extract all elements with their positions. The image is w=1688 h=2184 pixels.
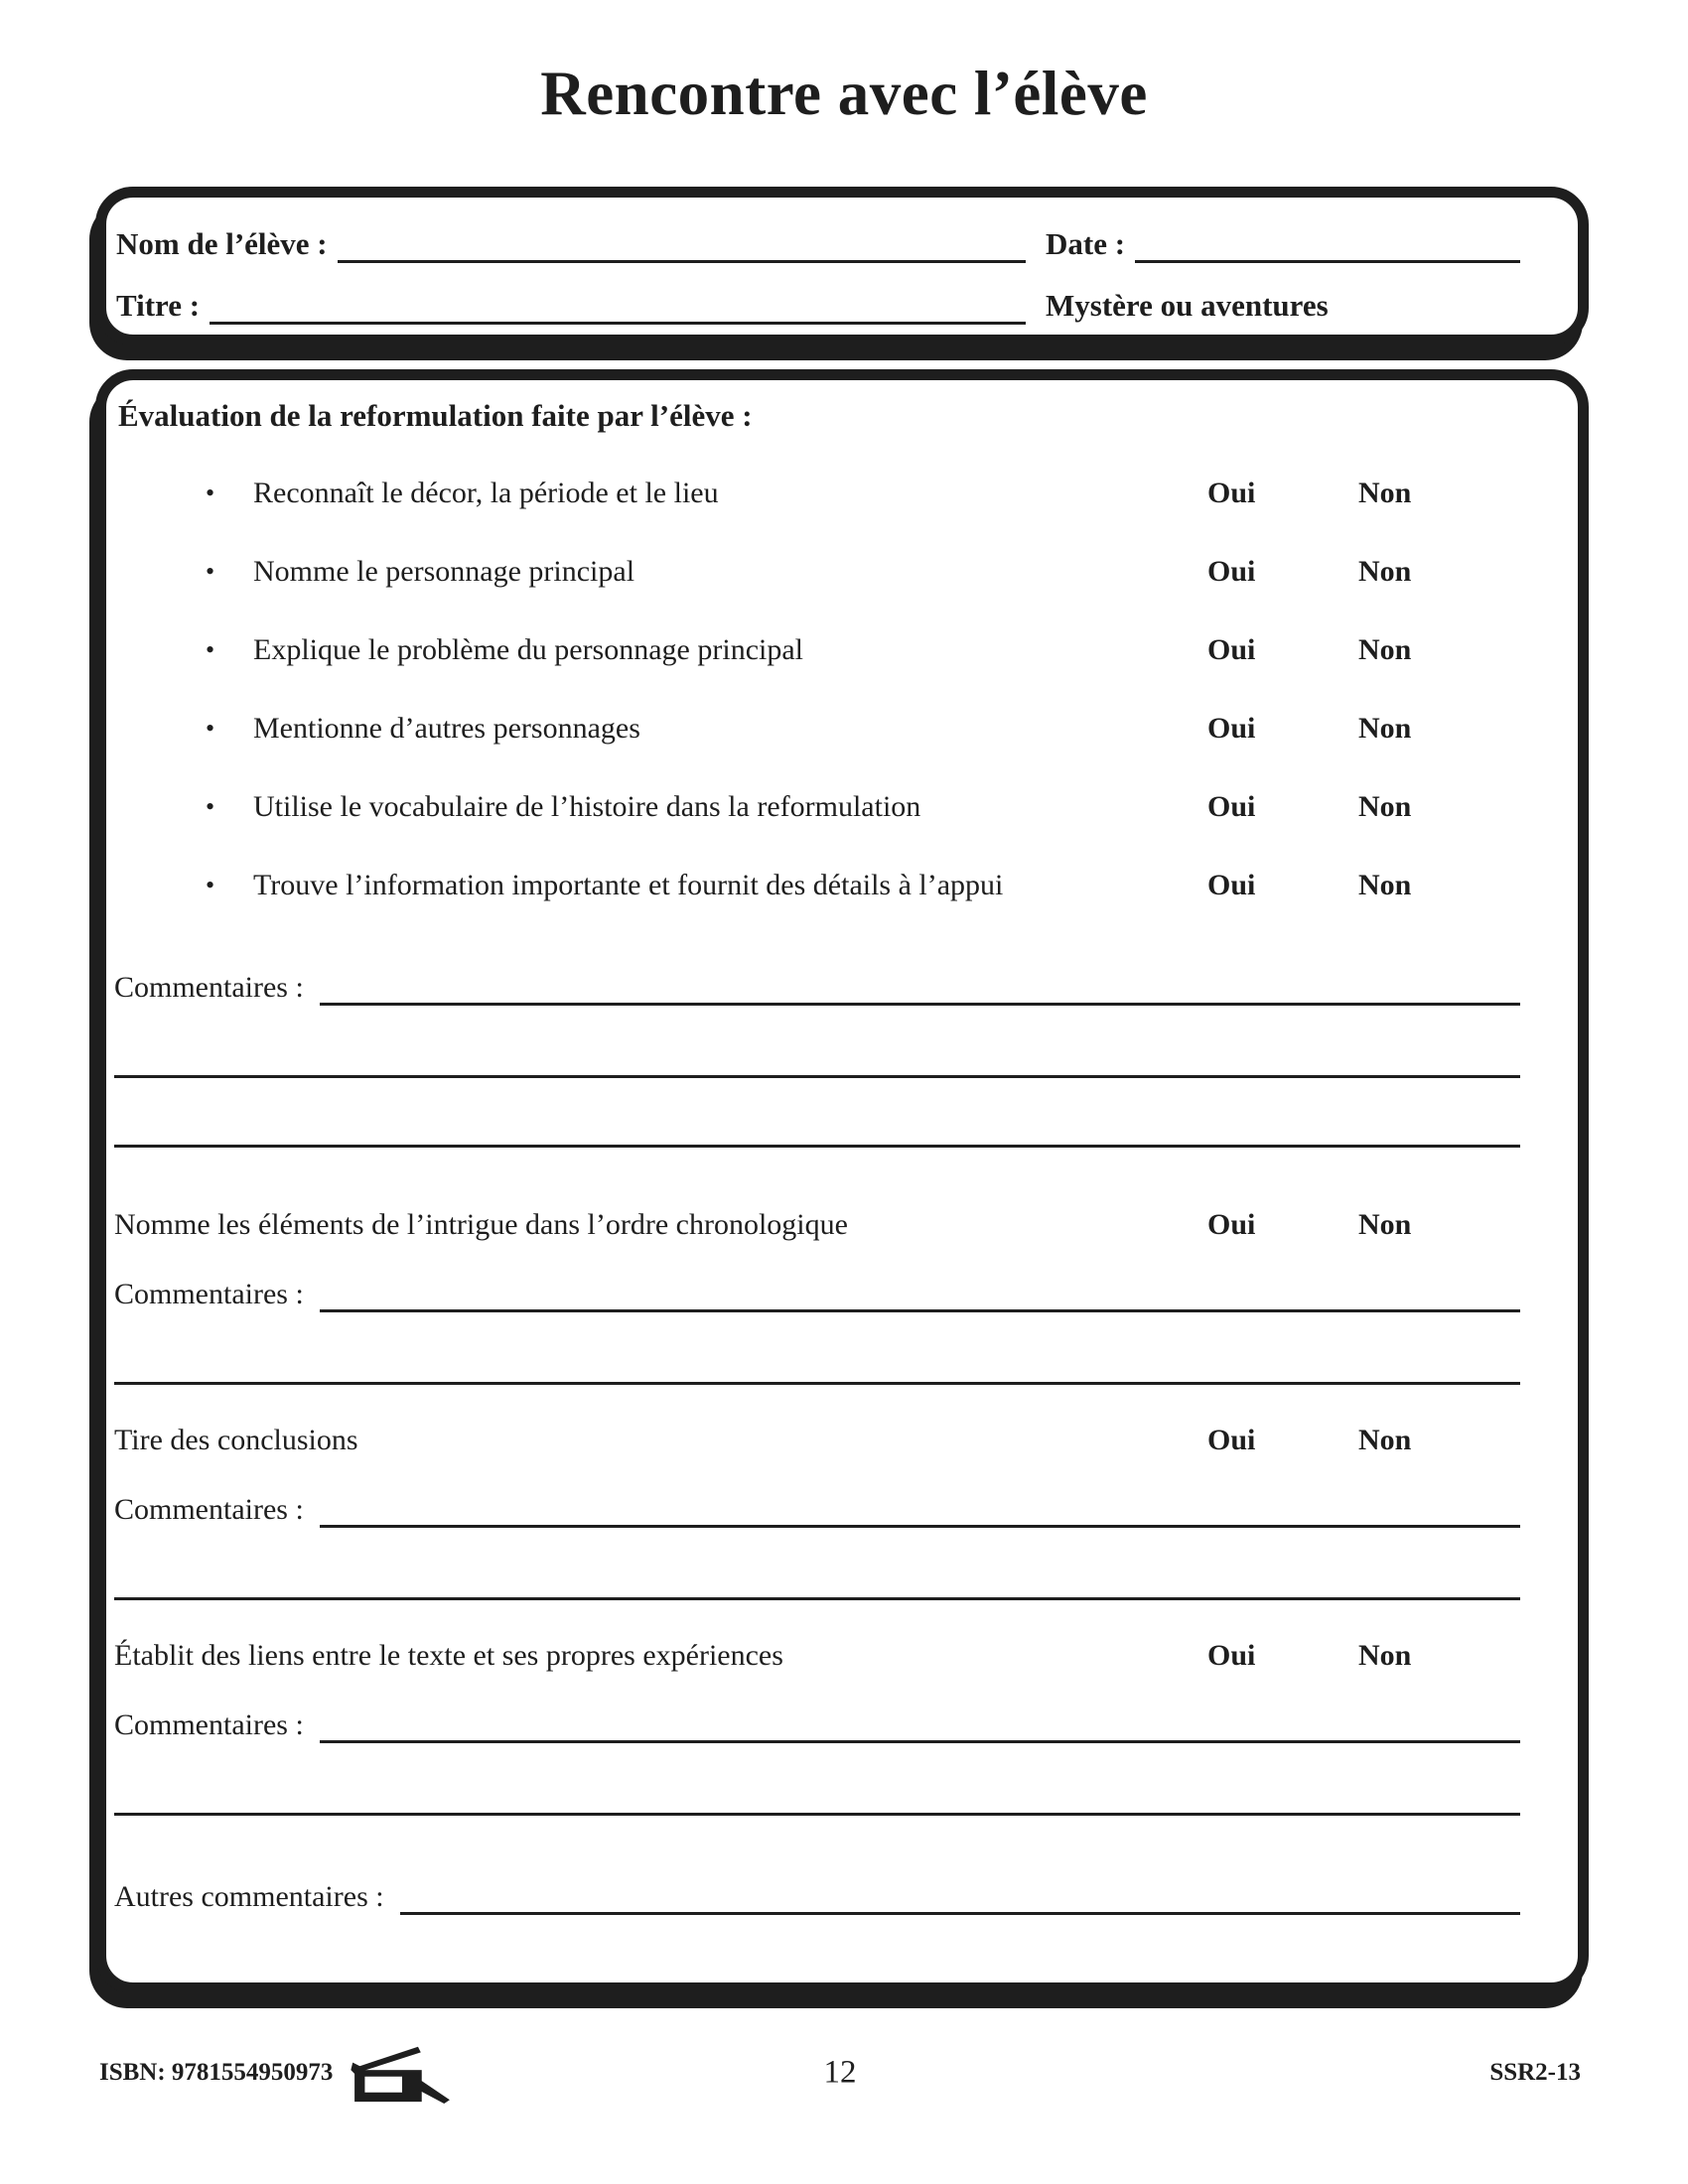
yes-option[interactable]: Oui <box>1207 477 1256 509</box>
other-comments-label: Autres commentaires : <box>114 1880 384 1913</box>
comments-field[interactable] <box>320 972 1520 1006</box>
evaluation-heading: Évaluation de la reformulation faite par l’élève : <box>118 398 753 433</box>
question-row <box>114 1419 1520 1462</box>
question-text: Établit des liens entre le texte et ses propres expériences <box>114 1639 783 1672</box>
comments-field[interactable] <box>320 1494 1520 1528</box>
yes-option[interactable]: Oui <box>1207 1208 1256 1241</box>
yes-option[interactable]: Oui <box>1207 1424 1256 1456</box>
no-option[interactable]: Non <box>1358 477 1412 509</box>
genre-label: Mystère ou aventures <box>1046 288 1329 323</box>
title-genre-row <box>116 287 1520 325</box>
student-name-field[interactable] <box>338 229 1026 263</box>
date-label: Date : <box>1046 226 1126 261</box>
yes-option[interactable]: Oui <box>1207 633 1256 666</box>
bullet-icon: • <box>206 792 215 821</box>
page-number: 12 <box>823 2054 857 2091</box>
comments-row <box>114 1492 1520 1528</box>
name-date-row <box>116 225 1520 263</box>
comments-field[interactable] <box>320 1279 1520 1312</box>
comments-field-line[interactable] <box>114 1075 1520 1078</box>
date-field[interactable] <box>1135 229 1520 263</box>
question-row <box>114 1634 1520 1678</box>
no-option[interactable]: Non <box>1358 790 1412 823</box>
no-option[interactable]: Non <box>1358 869 1412 901</box>
other-comments-field-line[interactable] <box>114 1984 1520 1987</box>
criteria-text: Explique le problème du personnage principal <box>253 633 803 666</box>
comments-field-line[interactable] <box>114 1382 1520 1385</box>
comments-field-line[interactable] <box>114 1597 1520 1600</box>
no-option[interactable]: Non <box>1358 555 1412 588</box>
no-option[interactable]: Non <box>1358 633 1412 666</box>
criteria-text: Mentionne d’autres personnages <box>253 712 640 745</box>
yes-option[interactable]: Oui <box>1207 712 1256 745</box>
page-title: Rencontre avec l’élève <box>540 59 1148 128</box>
date-group <box>1046 225 1520 263</box>
other-comments-row <box>114 1879 1520 1915</box>
criteria-row <box>114 697 1520 775</box>
question-row <box>114 1203 1520 1247</box>
comments-label: Commentaires : <box>114 1493 304 1526</box>
student-name-label: Nom de l’élève : <box>116 226 328 261</box>
no-option[interactable]: Non <box>1358 712 1412 745</box>
comments-field-line[interactable] <box>114 1145 1520 1148</box>
comments-label: Commentaires : <box>114 971 304 1004</box>
criteria-row <box>114 540 1520 618</box>
isbn-text: ISBN: 9781554950973 <box>99 2059 334 2086</box>
bullet-icon: • <box>206 557 215 586</box>
bullet-icon: • <box>206 871 215 899</box>
question-text: Tire des conclusions <box>114 1424 358 1456</box>
bullet-icon: • <box>206 714 215 743</box>
comments-label: Commentaires : <box>114 1278 304 1310</box>
no-option[interactable]: Non <box>1358 1639 1412 1672</box>
yes-option[interactable]: Oui <box>1207 555 1256 588</box>
photocopier-icon <box>351 2042 454 2104</box>
yes-option[interactable]: Oui <box>1207 1639 1256 1672</box>
yes-option[interactable]: Oui <box>1207 790 1256 823</box>
genre-group <box>1046 287 1520 325</box>
criteria-text: Trouve l’information importante et fournit des détails à l’appui <box>253 869 1004 901</box>
criteria-row <box>114 775 1520 854</box>
bullet-icon: • <box>206 478 215 507</box>
criteria-list <box>114 462 1520 932</box>
book-title-label: Titre : <box>116 288 201 323</box>
no-option[interactable]: Non <box>1358 1424 1412 1456</box>
product-code: SSR2-13 <box>1489 2059 1581 2086</box>
criteria-row <box>114 854 1520 932</box>
criteria-text: Nomme le personnage principal <box>253 555 635 588</box>
yes-option[interactable]: Oui <box>1207 869 1256 901</box>
bullet-icon: • <box>206 635 215 664</box>
comments-label: Commentaires : <box>114 1708 304 1741</box>
other-comments-field[interactable] <box>400 1881 1520 1915</box>
comments-field-line[interactable] <box>114 1813 1520 1816</box>
criteria-row <box>114 462 1520 540</box>
comments-row <box>114 1707 1520 1743</box>
criteria-row <box>114 618 1520 697</box>
no-option[interactable]: Non <box>1358 1208 1412 1241</box>
comments-field[interactable] <box>320 1709 1520 1743</box>
criteria-text: Reconnaît le décor, la période et le lieu <box>253 477 719 509</box>
page-footer <box>99 2041 1581 2105</box>
comments-row <box>114 1277 1520 1312</box>
comments-row <box>114 970 1520 1006</box>
question-text: Nomme les éléments de l’intrigue dans l’ordre chronologique <box>114 1208 848 1241</box>
criteria-text: Utilise le vocabulaire de l’histoire dans la reformulation <box>253 790 921 823</box>
book-title-field[interactable] <box>210 291 1026 325</box>
student-info-box <box>95 187 1589 345</box>
evaluation-box <box>95 369 1589 1993</box>
